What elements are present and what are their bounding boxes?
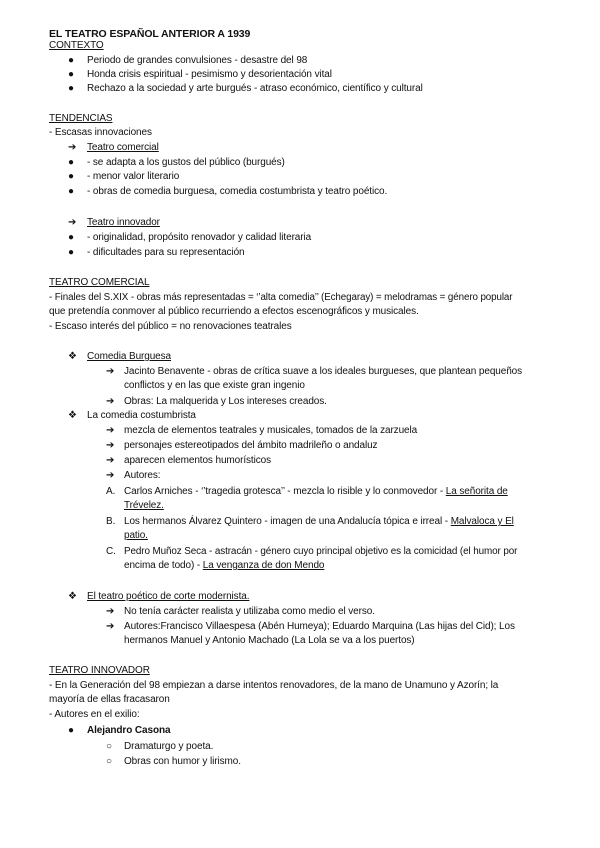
contexto-heading: CONTEXTO — [49, 40, 104, 51]
bullet-icon: ● — [68, 232, 75, 243]
tendencias-intro: - Escasas innovaciones — [49, 127, 152, 138]
costumbrista-label: La comedia costumbrista — [87, 410, 196, 421]
comedia-burguesa-label: Comedia Burguesa — [87, 351, 172, 362]
contexto-item: Honda crisis espiritual - pesimismo y desorientación vital — [87, 69, 332, 80]
diamond-bullet-icon: ❖ — [68, 410, 77, 421]
comercial-item: - menor valor literario — [87, 171, 180, 182]
bullet-icon: ● — [68, 157, 75, 168]
autor-entry — [124, 515, 514, 529]
document-title: EL TEATRO ESPAÑOL ANTERIOR A 1939 — [49, 28, 251, 40]
comedia-burguesa-item: conflictos y en las que existe gran ingenio — [124, 380, 305, 391]
author-name: Alejandro Casona — [87, 725, 171, 736]
bullet-icon: ● — [68, 83, 75, 94]
autor-text: Pedro Muñoz Seca - astracán - género cuyo principal objetivo es la comicidad (el humor por — [124, 546, 518, 557]
costumbrista-item: Autores: — [124, 470, 161, 481]
circle-bullet-icon: ○ — [106, 741, 113, 752]
costumbrista-item: aparecen elementos humorísticos — [124, 455, 271, 466]
innovador-item: - dificultades para su representación — [87, 247, 245, 258]
autor-text: encima de todo) - — [124, 560, 203, 571]
tendencias-heading: TENDENCIAS — [49, 113, 113, 124]
arrow-right-icon: ➔ — [106, 396, 115, 407]
comercial-paragraph: - Escaso interés del público = no renovaciones teatrales — [49, 321, 292, 332]
arrow-right-icon: ➔ — [106, 455, 115, 466]
arrow-right-icon: ➔ — [106, 366, 115, 377]
autor-marker: C. — [106, 546, 116, 557]
diamond-bullet-icon: ❖ — [68, 591, 77, 602]
autor-work: Trévelez. — [124, 500, 164, 511]
comedia-burguesa-item: Jacinto Benavente - obras de crítica suave a los ideales burgueses, que plantean pequeños — [124, 366, 523, 377]
bullet-icon: ● — [68, 247, 75, 258]
circle-bullet-icon: ○ — [106, 756, 113, 767]
poetico-item: hermanos Manuel y Antonio Machado (La Lola se va a los puertos) — [124, 635, 415, 646]
teatro-comercial-heading: TEATRO COMERCIAL — [49, 277, 150, 288]
teatro-innovador-heading: TEATRO INNOVADOR — [49, 665, 150, 676]
arrow-right-icon: ➔ — [68, 142, 77, 153]
innovador-paragraph: - En la Generación del 98 empiezan a darse intentos renovadores, de la mano de Unamuno y Azorín; la — [49, 680, 499, 691]
teatro-poetico-label: El teatro poético de corte modernista. — [87, 591, 250, 602]
bullet-icon: ● — [68, 186, 75, 197]
costumbrista-item: mezcla de elementos teatrales y musicales, tomados de la zarzuela — [124, 425, 418, 436]
autor-text: Carlos Arniches - ‘’tragedia grotesca’’ - mezcla lo risible y lo conmovedor - — [124, 486, 446, 497]
autor-work: Malvaloca y El — [450, 516, 514, 527]
arrow-right-icon: ➔ — [68, 217, 77, 228]
bullet-icon: ● — [68, 171, 75, 182]
autor-marker: B. — [106, 516, 116, 527]
autor-text: Los hermanos Álvarez Quintero - imagen de una Andalucía tópica e irreal - — [124, 516, 451, 527]
autor-work: La señorita de — [445, 486, 508, 497]
teatro-comercial-label: Teatro comercial — [87, 142, 159, 153]
poetico-item: Autores:Francisco Villaespesa (Abén Humeya); Eduardo Marquina (Las hijas del Cid); Los — [124, 621, 515, 632]
arrow-right-icon: ➔ — [106, 470, 115, 481]
autor-entry — [124, 559, 324, 573]
arrow-right-icon: ➔ — [106, 621, 115, 632]
bullet-icon: ● — [68, 725, 75, 736]
autor-entry — [124, 485, 508, 499]
author-detail: Obras con humor y lirismo. — [124, 756, 241, 767]
diamond-bullet-icon: ❖ — [68, 351, 77, 362]
comercial-item: - se adapta a los gustos del público (burgués) — [87, 157, 285, 168]
autor-work: patio. — [124, 530, 148, 541]
innovador-paragraph: mayoría de ellas fracasaron — [49, 694, 170, 705]
bullet-icon: ● — [68, 55, 75, 66]
autor-work: La venganza de don Mendo — [202, 560, 325, 571]
costumbrista-item: personajes estereotipados del ámbito madrileño o andaluz — [124, 440, 378, 451]
arrow-right-icon: ➔ — [106, 425, 115, 436]
arrow-right-icon: ➔ — [106, 440, 115, 451]
innovador-paragraph: - Autores en el exilio: — [49, 709, 140, 720]
innovador-item: - originalidad, propósito renovador y calidad literaria — [87, 232, 312, 243]
arrow-right-icon: ➔ — [106, 606, 115, 617]
bullet-icon: ● — [68, 69, 75, 80]
teatro-innovador-label: Teatro innovador — [87, 217, 160, 228]
author-detail: Dramaturgo y poeta. — [124, 741, 214, 752]
contexto-item: Periodo de grandes convulsiones - desastre del 98 — [87, 55, 308, 66]
poetico-item: No tenía carácter realista y utilizaba como medio el verso. — [124, 606, 375, 617]
contexto-item: Rechazo a la sociedad y arte burgués - atraso económico, científico y cultural — [87, 83, 423, 94]
comercial-item: - obras de comedia burguesa, comedia costumbrista y teatro poético. — [87, 186, 388, 197]
comedia-burguesa-item: Obras: La malquerida y Los intereses creados. — [124, 396, 327, 407]
autor-marker: A. — [106, 486, 116, 497]
comercial-paragraph: - Finales del S.XIX - obras más representadas = ‘’alta comedia’’ (Echegaray) = melodramas = género popular — [49, 292, 513, 303]
comercial-paragraph: que pretendía conmover al público recurriendo a efectos escenográficos y musicales. — [49, 306, 419, 317]
